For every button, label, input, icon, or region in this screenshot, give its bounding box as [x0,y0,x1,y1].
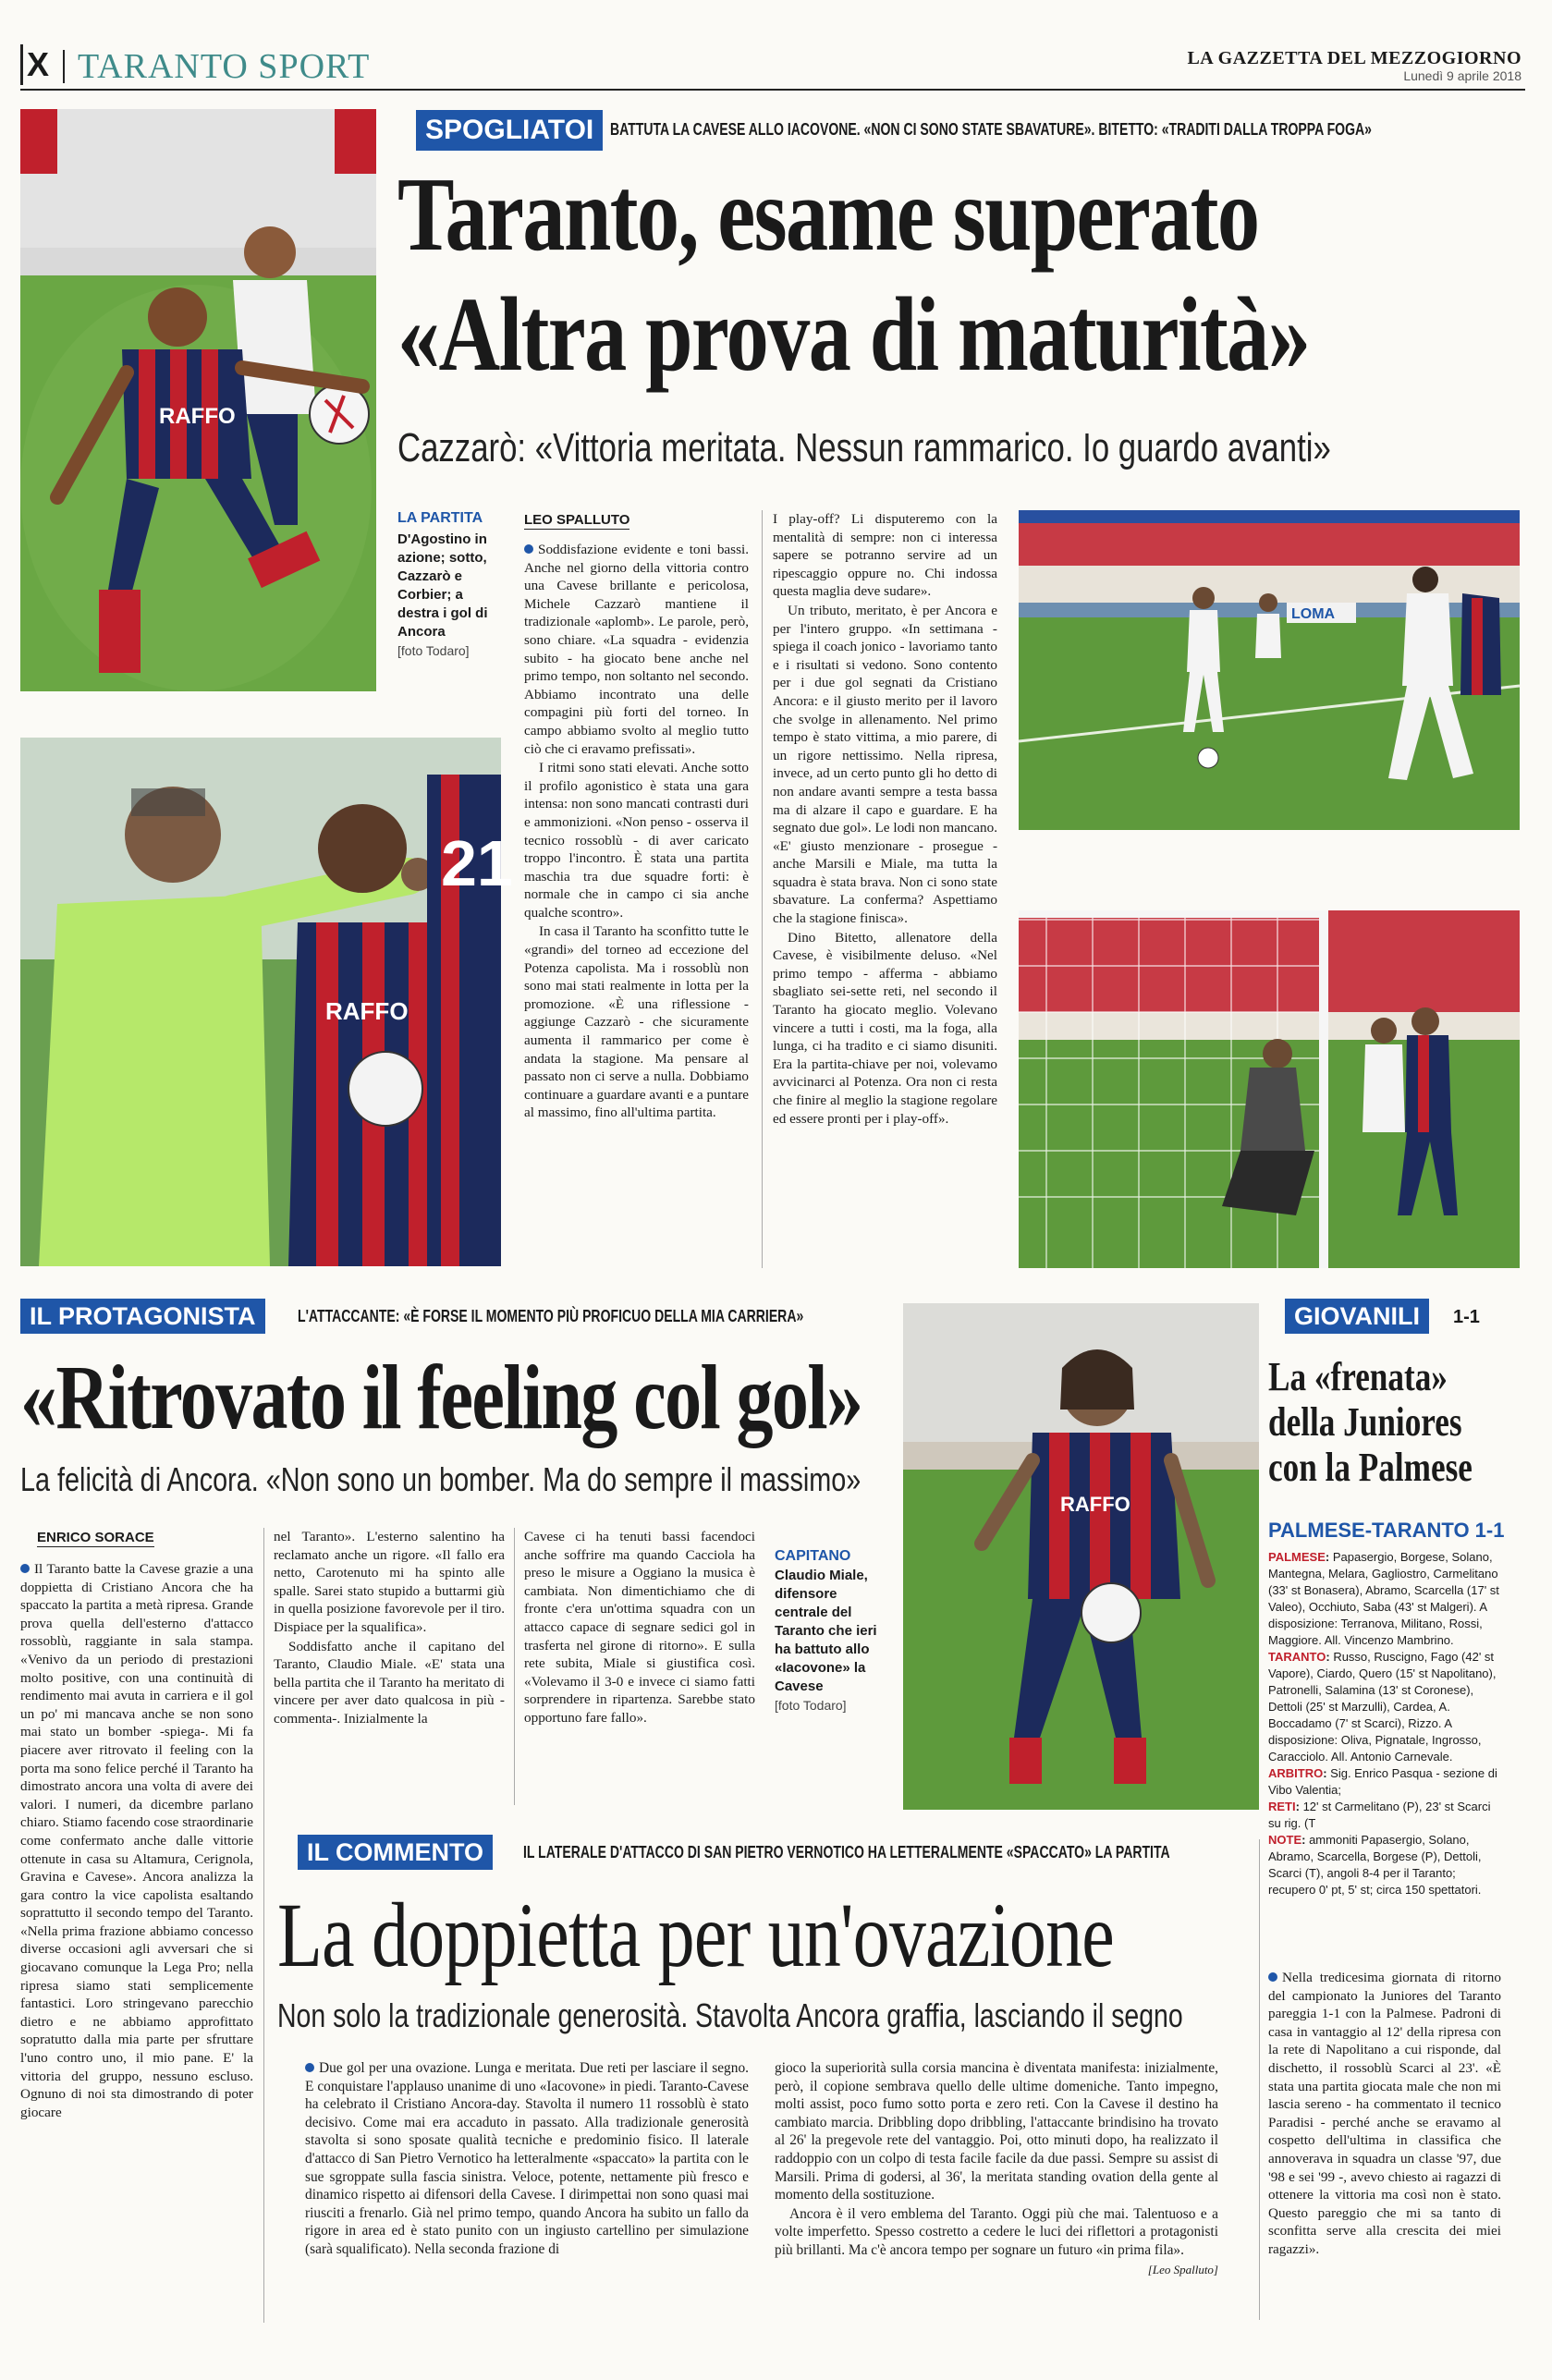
giovanili-body [1268,1969,1501,2260]
protagonista-col1 [20,1528,253,2122]
protagonista-col3-text: Cavese ci ha tenuti bassi facendoci anche soffrire ma quando Cacciola ha preso le misure a Oggiano la musica è cambiata. Non dimentichiamo che di fronte c'era un'ottima squadra con un attacco capace di segnare sedici gol in trasferta nel girone di ritorno». E sulla rete subita, Miale si giustifica così. «Volevamo il 3-0 e invece ci siamo fatti sorprendere in ripartenza. Sarebbe stato opportuno fare fallo». [524,1529,755,1726]
page-header [20,41,1525,91]
commento-col1 [305,2059,749,2260]
giovanili-stats [1268,1549,1501,1898]
section-letter: X [20,44,49,85]
photo-miale-svg [903,1303,1259,1810]
top-headline-line2: «Altra prova di maturità» [397,275,1310,393]
protagonista-headline: «Ritrovato il feeling col gol» [20,1346,862,1448]
commento-signature: [Leo Spalluto] [1147,2262,1218,2276]
top-caption [397,510,501,658]
tag-giovanili: GIOVANILI [1285,1299,1429,1334]
protagonista-byline: ENRICO SORACE [37,1530,154,1545]
svg-text:RAFFO: RAFFO [1060,1493,1130,1516]
bullet-dot [1268,1972,1277,1982]
stats-note: NOTE: ammoniti Papasergio, Solano, Abramo, Scarcella, Borgese (P), Dettoli, Scarci (T), angoli 8-4 per il Taranto; recupero 0' pt, 5' st; circa 150 spettatori. [1268,1833,1482,1897]
tag-commento: IL COMMENTO [298,1835,493,1870]
photo-cazzaro-svg [20,738,513,1266]
protagonista-col2-p2: Soddisfatto anche il capitano del Taranto, Claudio Miale. «E' stata una bella partita che il Taranto ha meritato di vincere per aver dato qualcosa in più -commenta-. Inizialmente la [274,1638,505,1727]
protagonista-col1-text: Il Taranto batte la Cavese grazie a una doppietta di Cristiano Ancora che ha spaccato la partita a metà ripresa. Grande prova quella dell'esterno d'attacco rossoblù, raggiante in sala stampa. «Venivo da un periodo di prestazioni molto positive, con una continuità di rendimento mai avuta in carriera e il gol un po' mi mancava anche se non sono mai stato un bomber -spiega-. Mi fa piacere aver ritrovato il feeling con la porta ma sono felice perché il Taranto ha dimostrato ancora una volta di avere dei valori. I numeri, da dicembre parlano chiaro. Stiamo facendo cose straordinarie come confermato anche dalle vittorie ottenute in casa su Altamura, Cerignola, Gravina e Cavese». Ancora analizza la gara contro la vice capolista esaltando soprattutto il secondo tempo del Taranto. «Nella prima frazione abbiamo concesso diverse occasioni agli avversari che si giocavano comunque la Lega Pro; nella ripresa siamo stati semplicemente fantastici. Loro stringevano parecchio dietro e ne abbiamo approfittato sopratutto dalla mia parte per sfruttare l'uno contro uno, il mio pane. E' la vittoria del gruppo, nessuno escluso. Ognuno di noi sta dimostrando di poter giocare [20,1561,253,2120]
top-col2-p3: Dino Bitetto, allenatore della Cavese, è visibilmente deluso. «Nel primo tempo - afferma - abbiamo sbagliato sei-sette reti, nel secondo il Taranto ha giocato meglio. Volevano vincere a tutti i costi, ma la foga, alla lunga, ci ha tradito e ci siamo disuniti. Era la partita-chiave per noi, volevamo avvicinarci al Potenza. Ora non ci resta che finire al meglio la stagione regolare ed essere pronti per i play-off». [773,929,997,1127]
giovanili-score-tag: 1-1 [1453,1307,1480,1327]
giovanili-body-text: Nella tredicesima giornata di ritorno del campionato la Juniores del Taranto pareggia 1-1 con la Palmese. Padroni di casa in vantaggio al 12' della ripresa con la rete di Napolitano a cui risponde, dal dischetto, il rossoblù Scarci al 23'. «È stata una partita giocata male che non mi lascia sereno - ha commentato il tecnico Paradisi - perché anche se eravamo al cospetto dell'ultima in classifica che annoverava in squadra un classe '97, due '98 e sei '99 -, avevo chiesto ai ragazzi di ottenere la vittoria ma così non è stato. Questo pareggio che mi sa tanto di sconfitta serve alla crescita dei miei ragazzi». [1268,1970,1501,2257]
stats-palmese: PALMESE: Papasergio, Borgese, Solano, Mantegna, Melara, Gagliostro, Carmelitano (33' st Bonasera), Abramo, Scarcella (17' st Valeo), Occhiuto, Saba (43' st Malgeri). A disposizione: Terranova, Militano, Rossi, Maggiore. All. Vincenzo Mambrino. [1268,1550,1499,1647]
protagonista-kicker: L'ATTACCANTE: «È FORSE IL MOMENTO PIÙ PROFICUO DELLA MIA CARRIERA» [298,1307,804,1325]
commento-col1-text: Due gol per una ovazione. Lunga e meritata. Due reti per lasciare il segno. E conquistare l'applauso unanime di uno «Iacovone» in piedi. Taranto-Cavese ha celebrato il Cristiano Ancora-day. Stavolta il numero 11 rossoblù è stato decisivo. Come mai era accaduto in passato. Alla tradizionale generosità stavolta si sono sposate qualità tecniche e predominio fisico. Il laterale d'attacco di San Pietro Vernotico ha letteralmente «spaccato» la partita con le sue sgroppate sulla fascia sinistra. Veloce, potente, nettamente più fresco e dinamico rispetto ai difensori della Cavese. I dirimpettai non sono quasi mai riusciti a frenarlo. Già nel primo tempo, quando Ancora ha subito un fallo da rigore in area ed è stato punito con un ingiusto cartellino per simulazione (sarà squalificato). Nella seconda frazione di [305,2060,749,2257]
photo-goal-1 [1019,510,1520,830]
giovanili-match: PALMESE-TARANTO 1-1 [1268,1519,1505,1542]
top-col2-p1: I play-off? Li disputeremo con la mentalità di sempre: non ci interessa sapere se potranno servire ad un ripescaggio oppure no. Chi indossa questa maglia deve sudare». [773,511,997,600]
commento-subhead: Non solo la tradizionale generosità. Stavolta Ancora graffia, lasciando il segno [277,1996,1183,2034]
caption-body: D'Agostino in azione; sotto, Cazzarò e Corbier; a destra i gol di Ancora [397,531,488,640]
photo-goal2-svg [1019,910,1520,1268]
top-col2-p2: Un tributo, meritato, è per Ancora e per l'intero gruppo. «In settimana - spiega il coach jonico - lavoriamo tanto e i risultati si vedono. Sono contento per i due gol segnati da Cristiano Ancora: e il giusto merito per il lavoro che svolge in allenamento. Nel primo tempo è stato vittima, a mio parere, di un rigore nettissimo. Nella ripresa, invece, ad un certo punto gli ho detto di non andare avanti sempre a testa bassa ma di alzare il capo e guardare. E ha segnato due gol». Le lodi non mancano. «E' giusto menzionare - prosegue - anche Marsili e Miale, ma tutta la squadra è stata brava. Non ci sono state sbavature. La conferma? Aspettiamo che la stagione finisca». [773,602,997,927]
protagonista-col2-p1: nel Taranto». L'esterno salentino ha reclamato anche un rigore. «Il fallo era netto, Carotenuto mi ha spinto alle spalle. Sarei stato stupido a buttarmi giù in quella posizione favorevole per il tiro. Dispiace per la squalifica». [274,1529,505,1635]
top-col1-p3: In casa il Taranto ha sconfitto tutte le «grandi» del torneo ad eccezione del Potenza capolista. Ma i rossoblù non sono mai stati realmente in lotta per la promozione. «È una riflessione - aggiunge Cazzarò - che sicuramente aumenta il rammarico per come è andata la stagione. Ma pensare al passato non ci serve a nulla. Dobbiamo continuare a guardare avanti e a puntare al massimo, fino all'ultima partita. [524,923,749,1121]
bullet-dot [524,544,533,554]
tag-spogliatoi: SPOGLIATOI [416,110,603,151]
caption-credit: [foto Todaro] [775,1698,847,1713]
commento-kicker: IL LATERALE D'ATTACCO DI SAN PIETRO VERNOTICO HA LETTERALMENTE «SPACCATO» LA PARTITA [523,1843,1170,1861]
top-col1-p2: I ritmi sono stati elevati. Anche sotto il profilo agonistico è stata una gara intensa: non sono mancati contrasti duri e ammonizioni. «Non penso - osserva il tecnico rossoblù - di aver caricato troppo l'incontro. È stata una partita maschia tra due squadre forti: è normale che in campo ci sia anche qualche scontro». [524,760,749,921]
top-article-col1 [524,510,749,1123]
protagonista-col2 [274,1528,505,1729]
svg-text:21: 21 [441,827,513,899]
column-rule [263,1528,264,2323]
tag-protagonista: IL PROTAGONISTA [20,1299,265,1334]
top-kicker: BATTUTA LA CAVESE ALLO IACOVONE. «NON CI SONO STATE SBAVATURE». BITETTO: «TRADITI DALLA TROPPA FOGA» [610,120,1372,139]
commento-headline: La doppietta per un'ovazione [277,1884,1114,1986]
bullet-dot [20,1564,30,1573]
section-title: TARANTO SPORT [78,47,371,86]
caption-title: CAPITANO [775,1548,851,1564]
protagonista-subhead: La felicità di Ancora. «Non sono un bomber. Ma do sempre il massimo» [20,1460,862,1498]
caption-credit: [foto Todaro] [397,643,470,658]
stats-reti: RETI: 12' st Carmelitano (P), 23' st Scarci su rig. (T [1268,1800,1491,1830]
giovanili-headline: La «frenata» della Juniores con la Palmese [1268,1354,1473,1490]
photo-dagostino-svg [20,109,376,691]
bullet-dot [305,2063,314,2072]
top-col1-p1: Soddisfazione evidente e toni bassi. Anche nel giorno della vittoria contro una Cavese brillante e pericolosa, Michele Cazzarò mantiene il tradizionale «aplomb». Le parole, però, sono chiare. «La squadra - evidenzia subito - ha giocato bene anche nel primo tempo, non soltanto nel secondo. Abbiamo incontrato una delle compagini più forti del torneo. In campo abbiamo svolto al meglio tutto ciò che ci eravamo prefissati». [524,542,749,757]
section-divider [63,50,65,83]
stadium-banner: LOMA [1291,606,1336,622]
newspaper-name: LA GAZZETTA DEL MEZZOGIORNO [1187,48,1521,68]
svg-text:RAFFO: RAFFO [325,997,409,1025]
commento-col2-p1: gioco la superiorità sulla corsia mancina è diventata manifesta: inizialmente, però, il copione sembrava quello delle ultime domeniche. Tanto impegno, molti assist, poco fumo sotto porta e zero reti. Con la Cavese il destino ha cambiato marcia. Dribbling dopo dribbling, l'attaccante brindisino ha trovato al 26' la pregevole rete del vantaggio. Poi, otto minuti dopo, ha realizzato il raddoppio con un colpo di testa facile facile da due passi. Sempre su assist di Marsili. Prima di godersi, al 36', la meritata standing ovation della gente al momento della sostituzione. [775,2060,1218,2203]
commento-col2 [775,2059,1218,2279]
photo-miale [903,1303,1259,1810]
photo-goal-2 [1019,910,1520,1268]
caption-title: LA PARTITA [397,510,483,526]
top-article-col2 [773,510,997,1129]
top-subhead: Cazzarò: «Vittoria meritata. Nessun rammarico. Io guardo avanti» [397,425,1331,470]
stats-taranto: TARANTO: Russo, Ruscigno, Fago (42' st Vapore), Ciardo, Quero (15' st Napolitano), Patronelli, Salamina (13' st Coronese), Dettoli (25' st Marzulli), Cardea, A. Boccadamo (7' st Scarci), Rizzo. A disposizione: Oliva, Pignatale, Ingrosso, Caracciolo. All. Antonio Carnevale. [1268,1650,1497,1764]
photo-goal1-svg [1019,510,1520,830]
photo-cazzaro-corbier [20,738,513,1266]
top-headline-line1: Taranto, esame superato [397,155,1259,273]
commento-col2-p2: Ancora è il vero emblema del Taranto. Oggi più che mai. Talentuoso e a volte imperfetto. Spesso costretto a cedere le luci dei riflettori a protagonisti più brillanti. Ma c'è ancora tempo per sognare un futuro «in prima fila». [775,2205,1218,2258]
column-rule [1259,1839,1260,2320]
stats-arbitro: ARBITRO: Sig. Enrico Pasqua - sezione di Vibo Valentia; [1268,1766,1497,1797]
issue-date: Lunedì 9 aprile 2018 [1403,68,1521,83]
photo-dagostino-action [20,109,376,691]
column-rule [762,510,763,1268]
caption-body: Claudio Miale, difensore centrale del Taranto che ieri ha battuto allo «Iacovone» la Cavese [775,1568,877,1694]
top-byline: LEO SPALLUTO [524,512,630,528]
column-rule [514,1528,515,1805]
protagonista-col3 [524,1528,755,1728]
svg-text:RAFFO: RAFFO [159,404,236,429]
protagonista-caption [775,1548,886,1713]
